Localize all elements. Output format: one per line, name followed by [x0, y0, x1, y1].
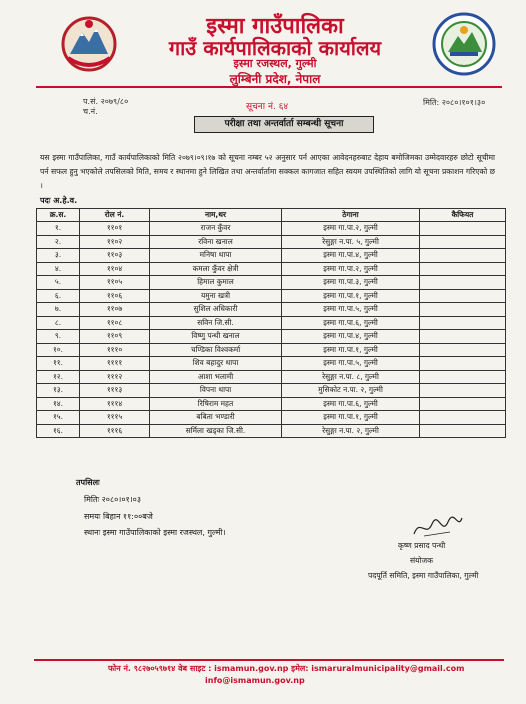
- table-row: [37, 276, 506, 290]
- cell-name: बबिता भण्डारी: [150, 411, 282, 425]
- signatory-name: कृष्ण प्रसाद पन्थी: [398, 541, 446, 550]
- cell-roll: ११११: [80, 357, 150, 371]
- cell-roll: ११०२: [80, 235, 150, 249]
- cell-name: सर्मिला खड्का जि.सी.: [150, 424, 282, 438]
- table-row: [37, 357, 506, 371]
- cell-remarks: [420, 303, 506, 317]
- cell-sn: ५.: [37, 276, 80, 290]
- table-row: [37, 235, 506, 249]
- notice-number: सूचना नं. ६४: [246, 102, 289, 112]
- notice-date: मिति: २०८०।१०१।३०: [423, 98, 486, 107]
- table-row: [37, 343, 506, 357]
- cell-roll: ११०३: [80, 249, 150, 263]
- signature-mark: [410, 514, 466, 540]
- exam-venue: स्थानः इस्मा गाउँपालिकाको इस्मा रजस्थल, गुल्मी।: [84, 528, 226, 537]
- cell-name: हिमाल कुमाल: [150, 276, 282, 290]
- cell-remarks: [420, 357, 506, 371]
- notice-paragraph: यस इस्मा गाउँपालिका, गाउँ कार्यपालिकाको मिति २०७९।०९।१७ को सूचना नम्बर ५२ अनुसार पर्न आएका आवेदनहरुबाट देहाय बमोजिमका उम्मेदवारहरु छोटो सूचीमा पर्न सफल हुनु भएकोले तपसिलको मिति, समय र स्थानमा हुने लिखित तथा अन्तर्वार्तामा सक्कल कागजात सहित स्वयम उपस्थितिको लागि यो सूचना प्रकाशन गरिएको छ ।: [40, 153, 495, 190]
- table-row: [37, 411, 506, 425]
- letter-fiscal-year: प.सं. २०७९/८०: [83, 97, 129, 106]
- cell-address: इस्मा गा.पा.५, गुल्मी: [282, 303, 420, 317]
- table-row: [37, 222, 506, 236]
- cell-remarks: [420, 343, 506, 357]
- table-row: [37, 262, 506, 276]
- contact-email: info@ismamun.gov.np: [205, 676, 305, 685]
- cell-sn: २.: [37, 235, 80, 249]
- cell-roll: १११५: [80, 411, 150, 425]
- cell-name: सविन जि.सी.: [150, 316, 282, 330]
- municipality-name: इस्मा गाउँपालिका: [206, 14, 344, 39]
- cell-remarks: [420, 424, 506, 438]
- cell-name: यमुना खत्री: [150, 289, 282, 303]
- cell-remarks: [420, 397, 506, 411]
- cell-address: इस्मा गा.पा.३, गुल्मी: [282, 276, 420, 290]
- cell-address: मुसिकोट न.पा. २, गुल्मी: [282, 384, 420, 398]
- nepal-emblem-logo: [60, 14, 118, 76]
- footer-divider: [34, 659, 504, 661]
- post-name: पदः अ.हे.व.: [40, 196, 78, 205]
- cell-roll: ११०७: [80, 303, 150, 317]
- cell-roll: १११४: [80, 397, 150, 411]
- signatory-role: संयोजक: [410, 556, 433, 565]
- cell-remarks: [420, 289, 506, 303]
- cell-address: रेसुङ्गा न.पा. ५, गुल्मी: [282, 235, 420, 249]
- cell-roll: १११२: [80, 370, 150, 384]
- col-header-name: नाम,थर: [150, 209, 282, 222]
- cell-remarks: [420, 330, 506, 344]
- cell-roll: १११३: [80, 384, 150, 398]
- cell-address: रेसुङ्गा न.पा. ८, गुल्मी: [282, 370, 420, 384]
- cell-name: चण्डिका विश्वकर्मा: [150, 343, 282, 357]
- cell-remarks: [420, 276, 506, 290]
- cell-address: इस्मा गा.पा.५, गुल्मी: [282, 357, 420, 371]
- cell-address: इस्मा गा.पा.४, गुल्मी: [282, 249, 420, 263]
- cell-sn: ११.: [37, 357, 80, 371]
- cell-roll: ११०१: [80, 222, 150, 236]
- table-header-row: [37, 209, 506, 222]
- contact-info: फोन नं. ९८२७०५९७१४ वेब साइट : ismamun.gov.np इमेल: ismaruralmunicipality@gmail.com: [108, 664, 465, 673]
- cell-remarks: [420, 370, 506, 384]
- candidate-table: [36, 208, 506, 438]
- cell-name: रिषिराम महत: [150, 397, 282, 411]
- table-row: [37, 370, 506, 384]
- dispatch-number: च.नं.: [83, 107, 98, 116]
- col-header-address: ठेगाना: [282, 209, 420, 222]
- col-header-roll: रोल नं.: [80, 209, 150, 222]
- table-row: [37, 303, 506, 317]
- cell-name: रविना खनाल: [150, 235, 282, 249]
- cell-sn: १५.: [37, 411, 80, 425]
- cell-address: इस्मा गा.पा.६, गुल्मी: [282, 316, 420, 330]
- cell-sn: १६.: [37, 424, 80, 438]
- cell-address: इस्मा गा.पा.२, गुल्मी: [282, 222, 420, 236]
- cell-roll: १११६: [80, 424, 150, 438]
- table-row: [37, 316, 506, 330]
- cell-address: इस्मा गा.पा.६, गुल्मी: [282, 397, 420, 411]
- cell-name: आशा भलामी: [150, 370, 282, 384]
- table-row: [37, 330, 506, 344]
- cell-remarks: [420, 235, 506, 249]
- table-row: [37, 424, 506, 438]
- cell-sn: ३.: [37, 249, 80, 263]
- cell-sn: ८.: [37, 316, 80, 330]
- cell-sn: ९.: [37, 330, 80, 344]
- cell-roll: ११०८: [80, 316, 150, 330]
- signatory-org: पदपूर्ति समिति, इस्मा गाउँपालिका, गुल्मी: [368, 571, 479, 580]
- cell-remarks: [420, 249, 506, 263]
- cell-sn: १.: [37, 222, 80, 236]
- exam-date: मितिः २०८०।०१।०३: [84, 495, 141, 504]
- cell-roll: ११०९: [80, 330, 150, 344]
- cell-sn: १४.: [37, 397, 80, 411]
- cell-sn: ४.: [37, 262, 80, 276]
- cell-remarks: [420, 262, 506, 276]
- cell-name: राजन कुँवर: [150, 222, 282, 236]
- notice-title: परीक्षा तथा अन्तर्वार्ता सम्बन्धी सूचना: [194, 116, 374, 133]
- office-name: गाउँ कार्यपालिकाको कार्यालय: [168, 36, 382, 60]
- cell-remarks: [420, 222, 506, 236]
- cell-sn: १३.: [37, 384, 80, 398]
- cell-name: विपना थापा: [150, 384, 282, 398]
- cell-roll: १११०: [80, 343, 150, 357]
- cell-remarks: [420, 411, 506, 425]
- cell-address: इस्मा गा.पा.२, गुल्मी: [282, 262, 420, 276]
- cell-sn: १०.: [37, 343, 80, 357]
- table-row: [37, 397, 506, 411]
- cell-address: इस्मा गा.पा.१, गुल्मी: [282, 411, 420, 425]
- municipality-logo: [432, 12, 496, 76]
- cell-name: मनिषा थापा: [150, 249, 282, 263]
- table-row: [37, 384, 506, 398]
- cell-sn: १२.: [37, 370, 80, 384]
- col-header-remarks: कैफियत: [420, 209, 506, 222]
- cell-name: शिव बहादुर थापा: [150, 357, 282, 371]
- province-country: लुम्बिनी प्रदेश, नेपाल: [229, 72, 321, 86]
- cell-address: रेसुङ्गा न.पा. २, गुल्मी: [282, 424, 420, 438]
- cell-address: इस्मा गा.पा.१, गुल्मी: [282, 289, 420, 303]
- cell-roll: ११०४: [80, 262, 150, 276]
- cell-address: इस्मा गा.पा.४, गुल्मी: [282, 330, 420, 344]
- col-header-sn: क्र.स.: [37, 209, 80, 222]
- cell-roll: ११०६: [80, 289, 150, 303]
- details-label: तपसिलः: [76, 478, 100, 487]
- table-row: [37, 249, 506, 263]
- cell-roll: ११०५: [80, 276, 150, 290]
- cell-remarks: [420, 384, 506, 398]
- cell-sn: ६.: [37, 289, 80, 303]
- cell-address: इस्मा गा.पा.१, गुल्मी: [282, 343, 420, 357]
- cell-name: कमला कुँवर क्षेत्री: [150, 262, 282, 276]
- cell-sn: ७.: [37, 303, 80, 317]
- exam-time: समयः बिहान ११:००बजे: [84, 512, 153, 521]
- office-address: इस्मा रजस्थल, गुल्मी: [233, 57, 317, 70]
- header-divider: [36, 86, 502, 88]
- table-row: [37, 289, 506, 303]
- cell-name: विष्णु पन्थी खनाल: [150, 330, 282, 344]
- cell-remarks: [420, 316, 506, 330]
- cell-name: सुशिल अधिकारी: [150, 303, 282, 317]
